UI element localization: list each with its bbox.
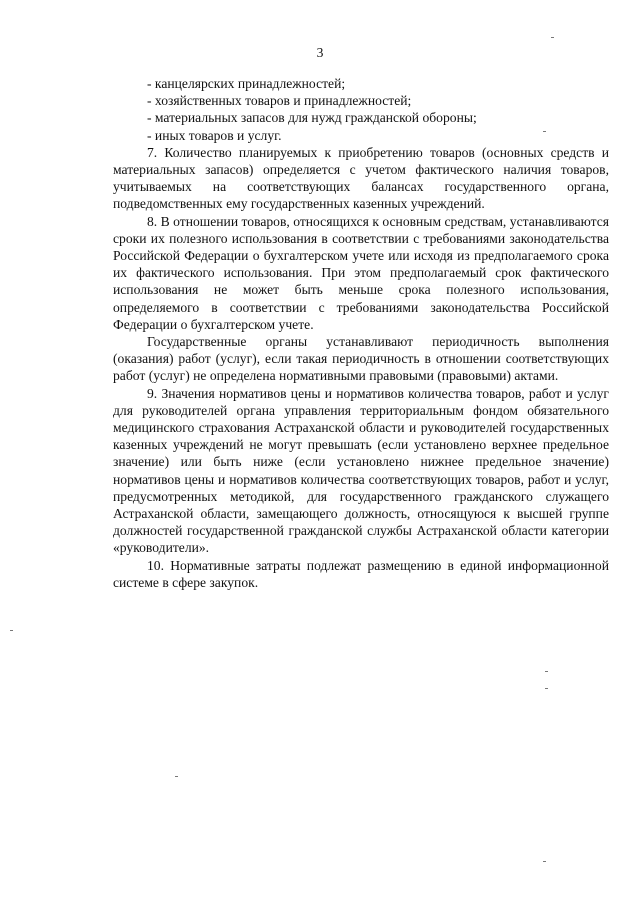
document-body (113, 75, 609, 591)
list-item: - материальных запасов для нужд гражданской обороны; (147, 110, 477, 126)
list-item: - канцелярских принадлежностей; (147, 76, 346, 91)
paragraph-periodicity: Государственные органы устанавливают периодичность выполнения (оказания) работ (услуг), если такая периодичность в отношении соответствующих работ (услуг) не определена нормативными правовыми (правовыми) актами. (113, 334, 609, 384)
scan-speck (545, 688, 548, 689)
list-item: - иных товаров и услуг. (147, 127, 282, 143)
list-item: - хозяйственных товаров и принадлежностей; (147, 93, 412, 109)
scan-speck (10, 630, 13, 631)
paragraph-7: 7. Количество планируемых к приобретению товаров (основных средств и материальных запасов) определяется с учетом фактического наличия товаров, учитываемых на соответствующих балансах государственного органа, подведомственных ему государственных казенных учреждений. (113, 144, 609, 212)
scan-speck (543, 861, 546, 862)
page-number: 3 (316, 45, 324, 60)
paragraph-9: 9. Значения нормативов цены и нормативов количества товаров, работ и услуг для руководителей органа управления территориальным фондом обязательного медицинского страхования Астраханской области и руководителей государственных казенных учреждений не могут превышать (если установлено верхнее предельное значение) или быть ниже (если установлено нижнее предельное значение) нормативов цены и нормативов количества соответствующих товаров, работ и услуг, предусмотренных методикой, для государственного гражданского служащего Астраханской области, замещающего должность, относящуюся к высшей группе должностей государственной гражданской службы Астраханской области категории «руководители». (113, 385, 609, 556)
scan-speck (551, 37, 554, 38)
scan-speck (543, 131, 546, 132)
paragraph-10: 10. Нормативные затраты подлежат размещению в единой информационной системе в сфере закупок. (113, 557, 609, 590)
paragraph-8: 8. В отношении товаров, относящихся к основным средствам, устанавливаются сроки их полезного использования в соответствии с требованиями законодательства Российской Федерации о бухгалтерском учете или исходя из предполагаемого срока их фактического использования. При этом предполагаемый срок фактического использования не может быть меньше срока полезного использования, определяемого в соответствии с требованиями законодательства Российской Федерации о бухгалтерском учете. (113, 213, 609, 332)
scan-speck (175, 776, 178, 777)
scan-speck (545, 671, 548, 672)
